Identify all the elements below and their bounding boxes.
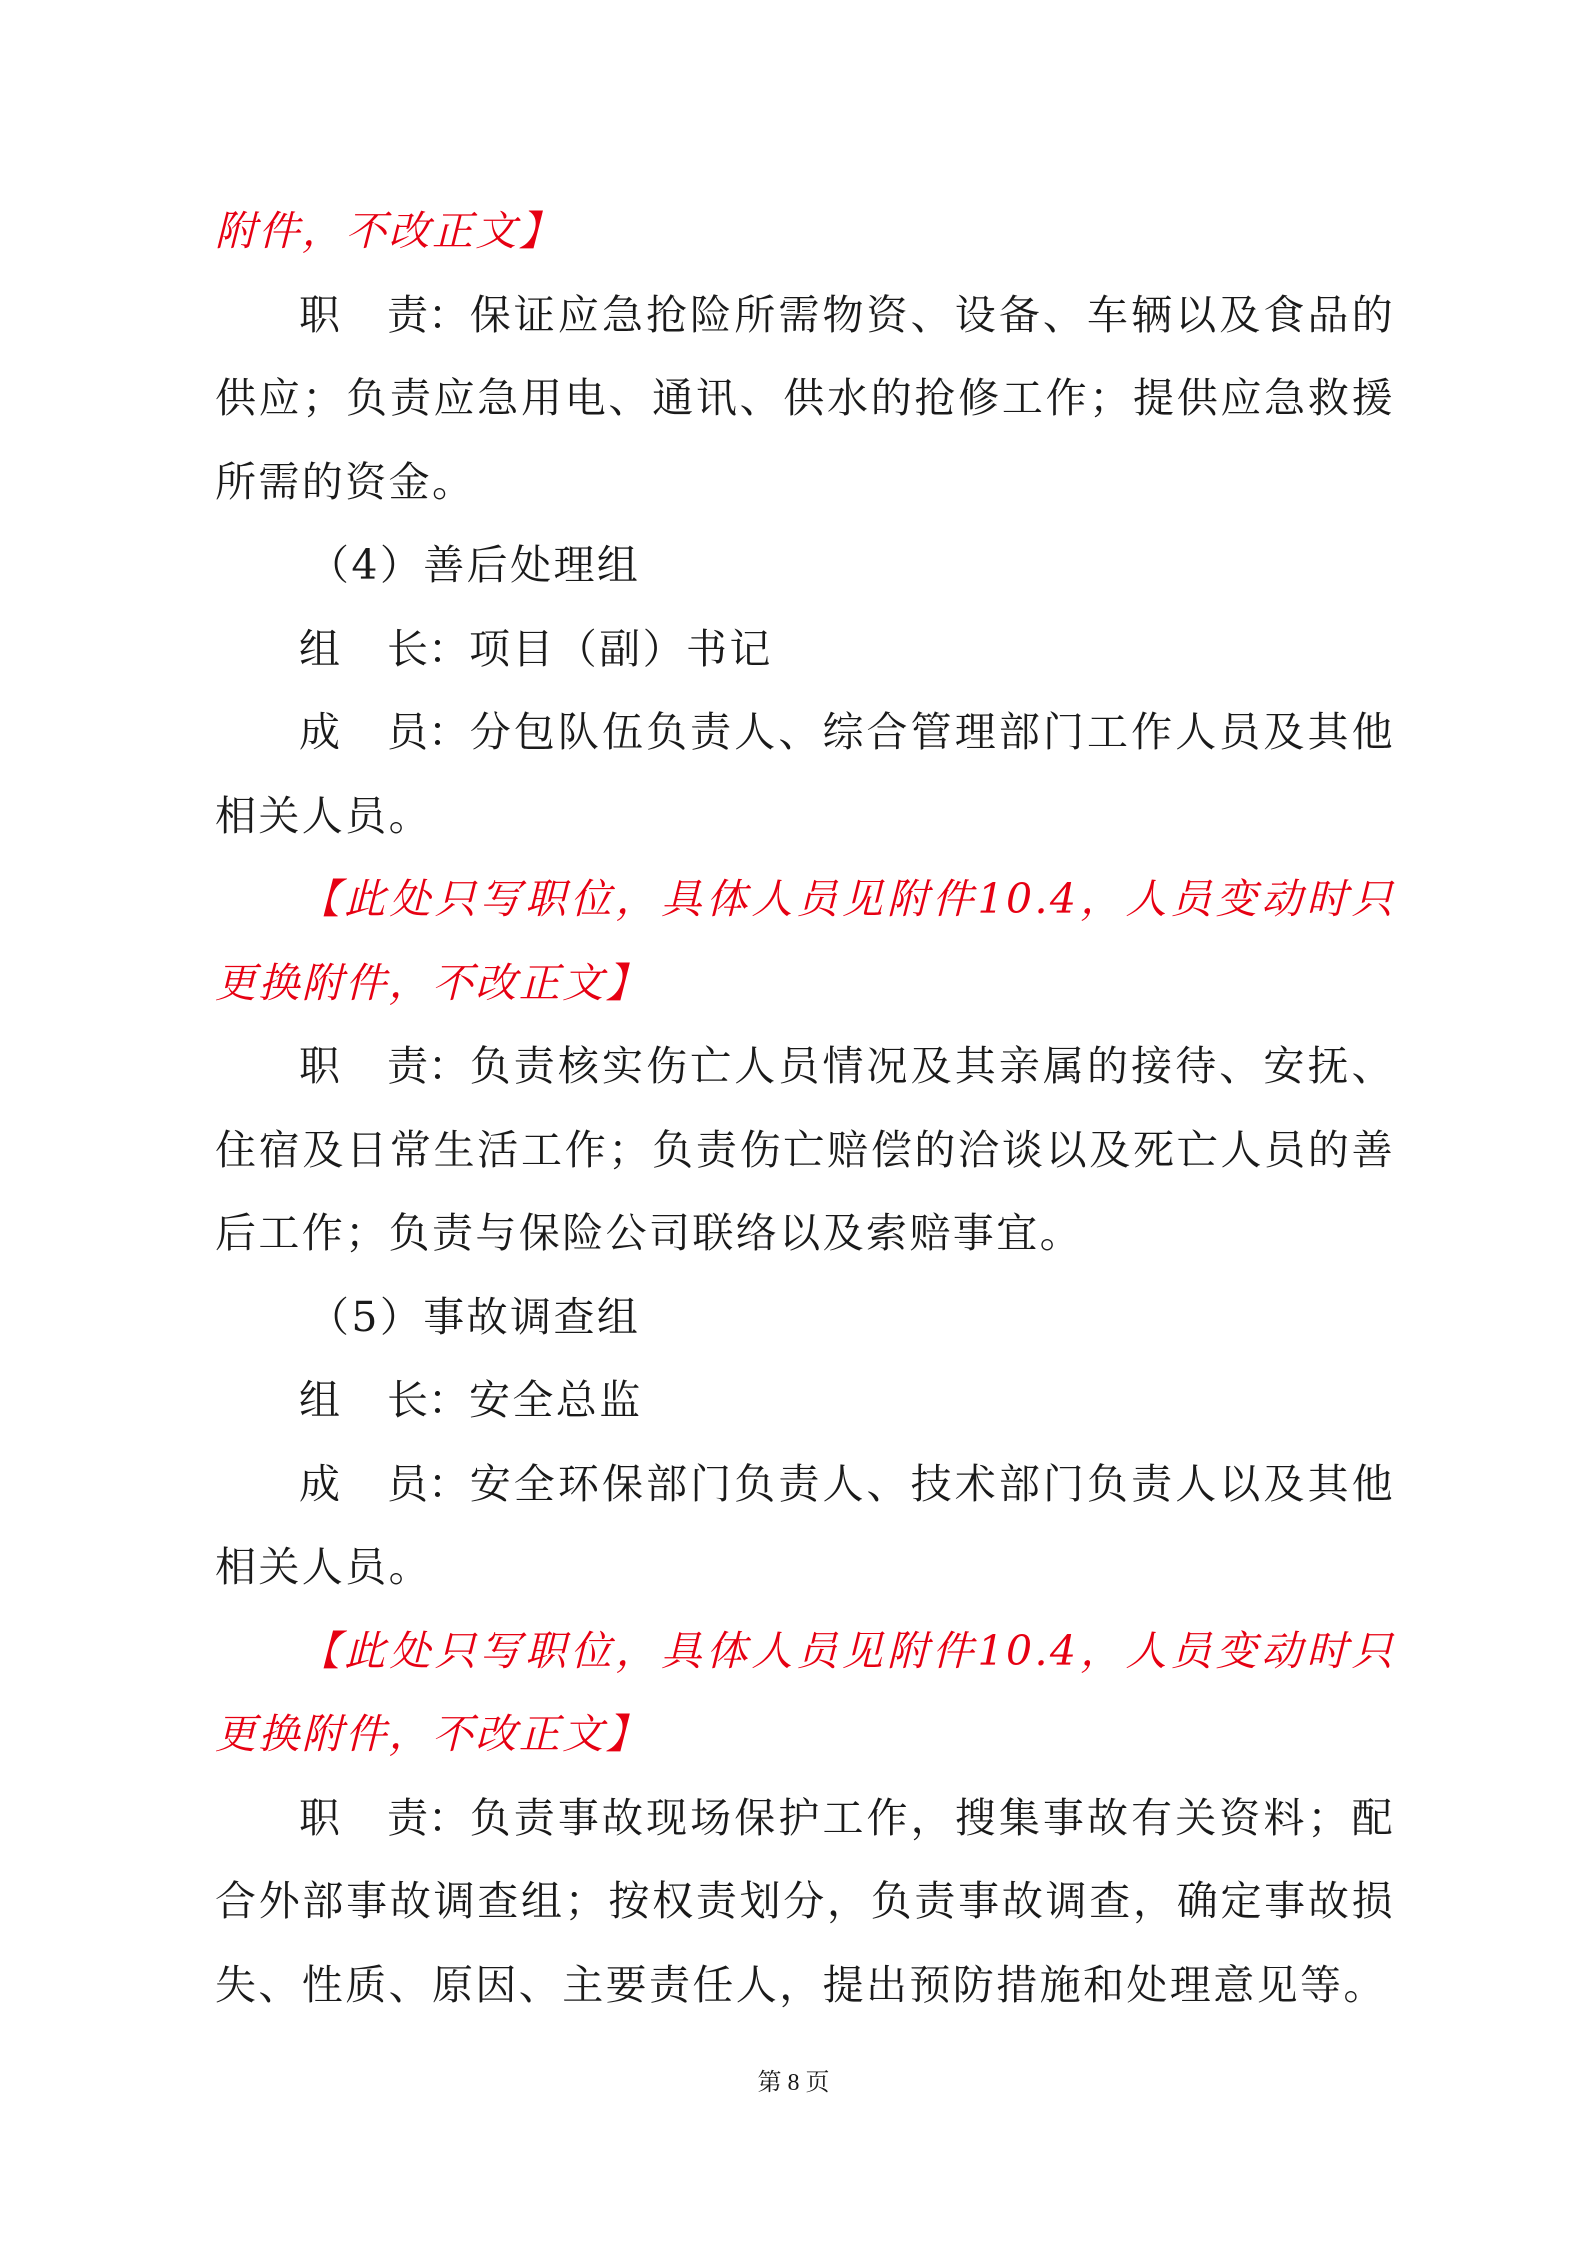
duty-paragraph <box>215 274 1395 525</box>
field-label: 职 责： <box>299 290 469 339</box>
document-body <box>215 190 1395 2027</box>
page-number: 第 8 页 <box>757 2070 830 2096</box>
field-label: 职 责： <box>299 1793 469 1842</box>
duty-paragraph <box>215 1025 1395 1276</box>
duty-text: 负责核实伤亡人员情况及其亲属的接待、安抚、住宿及日常生活工作；负责伤亡赔偿的洽谈以及死亡人员的善后工作；负责与保险公司联络以及索赔事宜。 <box>215 1042 1395 1257</box>
field-label: 成 员： <box>299 708 469 756</box>
field-label: 组 长： <box>299 1376 469 1424</box>
members-text: 安全环保部门负责人、技术部门负责人以及其他相关人员。 <box>215 1459 1395 1591</box>
duty-text: 保证应急抢险所需物资、设备、车辆以及食品的供应；负责应急用电、通讯、供水的抢修工作；提供应急救援所需的资金。 <box>215 290 1395 506</box>
note-tail: 附件，不改正文】 <box>215 207 563 255</box>
members-text: 分包队伍负责人、综合管理部门工作人员及其他相关人员。 <box>215 708 1395 840</box>
leader-paragraph <box>215 1359 1395 1443</box>
personnel-note: 【此处只写职位，具体人员见附件10.4，人员变动时只更换附件，不改正文】 <box>215 1626 1395 1758</box>
field-label: 职 责： <box>299 1042 469 1090</box>
duty-paragraph <box>215 1777 1395 2028</box>
leader-text: 安全总监 <box>469 1376 643 1424</box>
leader-text: 项目（副）书记 <box>469 624 773 673</box>
field-label: 组 长： <box>299 624 469 673</box>
members-paragraph <box>215 691 1395 858</box>
field-label: 成 员： <box>299 1459 469 1508</box>
leader-paragraph <box>215 608 1395 692</box>
duty-text: 负责事故现场保护工作，搜集事故有关资料；配合外部事故调查组；按权责划分，负责事故调查，确定事故损失、性质、原因、主要责任人，提出预防措施和处理意见等。 <box>215 1793 1395 2009</box>
members-paragraph <box>215 1443 1395 1610</box>
section-heading: （5）事故调查组 <box>308 1292 641 1341</box>
section-heading: （4）善后处理组 <box>308 541 641 589</box>
personnel-note: 【此处只写职位，具体人员见附件10.4，人员变动时只更换附件，不改正文】 <box>215 875 1395 1007</box>
